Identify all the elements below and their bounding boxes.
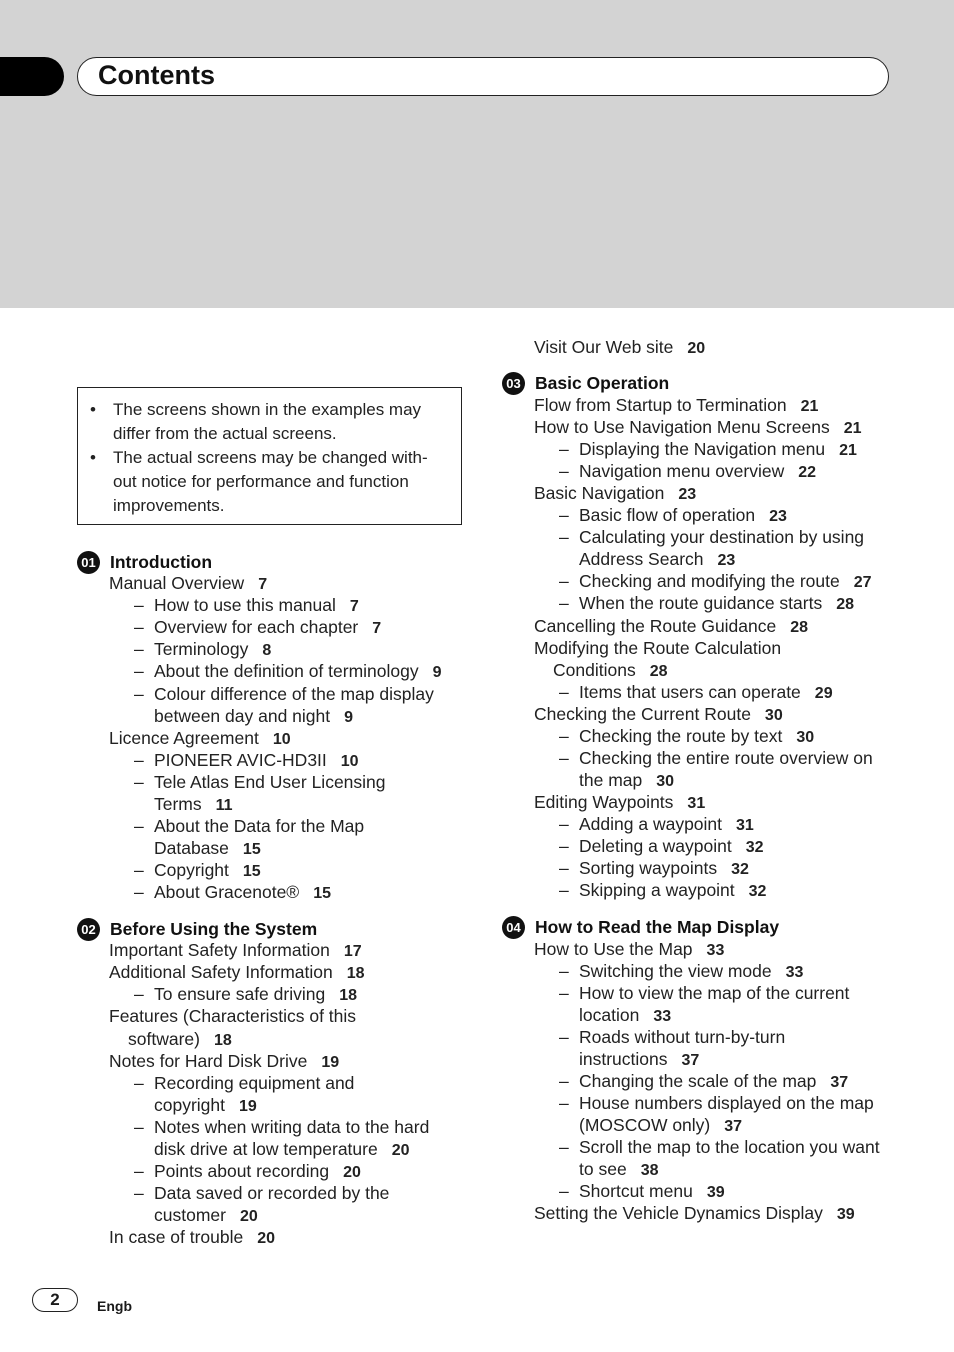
toc-entry-text: House numbers displayed on the map	[579, 1093, 874, 1113]
toc-sub-entry[interactable]	[559, 504, 787, 528]
toc-entry-text: Address Search	[579, 549, 704, 569]
toc-entry-text: Roads without turn-by-turn	[579, 1027, 786, 1047]
note-item	[90, 398, 451, 446]
toc-page-number: 29	[814, 685, 833, 702]
toc-entry-text: (MOSCOW only)	[579, 1115, 711, 1135]
dash-marker: –	[134, 1183, 144, 1203]
toc-page-number: 32	[731, 861, 749, 878]
toc-sub-entry[interactable]	[559, 747, 887, 771]
toc-sub-entry[interactable]	[134, 638, 271, 662]
toc-entry-text: Notes when writing data to the hard	[154, 1117, 430, 1137]
toc-entry-text: Colour difference of the map display	[154, 684, 434, 704]
toc-page-number: 10	[340, 753, 359, 770]
dash-marker: –	[134, 1161, 144, 1181]
toc-sub-entry[interactable]	[134, 660, 442, 684]
toc-entry[interactable]	[579, 769, 674, 793]
toc-entry-text: Cancelling the Route Guidance	[534, 616, 777, 636]
toc-entry-text: Navigation menu overview	[579, 461, 785, 481]
toc-sub-entry[interactable]	[559, 879, 766, 903]
dash-marker: –	[559, 1027, 569, 1047]
toc-page-number: 7	[258, 576, 268, 593]
toc-entry[interactable]	[128, 1028, 232, 1052]
toc-entry-text: Deleting a waypoint	[579, 836, 732, 856]
toc-sub-entry[interactable]	[134, 859, 261, 883]
dash-marker: –	[559, 571, 569, 591]
toc-page-number: 20	[391, 1142, 410, 1159]
toc-entry-text: Points about recording	[154, 1161, 330, 1181]
toc-page-number: 19	[321, 1054, 340, 1071]
toc-entry-text: Adding a waypoint	[579, 814, 723, 834]
chapter-title-01[interactable]: Introduction	[110, 552, 213, 572]
toc-page-number: 9	[344, 709, 354, 726]
toc-page-number: 21	[800, 398, 819, 415]
toc-entry[interactable]	[109, 572, 267, 596]
dash-marker: –	[559, 527, 569, 547]
note-line: out notice for performance and function	[113, 472, 409, 491]
toc-entry[interactable]	[154, 837, 261, 861]
chapter-title-02[interactable]: Before Using the System	[110, 919, 318, 939]
language-code: Engb	[97, 1298, 132, 1314]
toc-entry-text: How to use this manual	[154, 595, 336, 615]
dash-marker: –	[559, 1181, 569, 1201]
toc-entry[interactable]	[109, 1050, 339, 1074]
toc-entry-text: To ensure safe driving	[154, 984, 326, 1004]
toc-page-number: 21	[843, 420, 862, 437]
toc-sub-entry[interactable]	[559, 438, 857, 462]
toc-page-number: 31	[736, 817, 754, 834]
toc-entry-text: Setting the Vehicle Dynamics Display	[534, 1203, 823, 1223]
dash-marker: –	[559, 461, 569, 481]
toc-page-number: 18	[346, 965, 365, 982]
toc-entry[interactable]	[579, 1048, 699, 1072]
toc-page-number: 20	[239, 1208, 258, 1225]
toc-entry-text: PIONEER AVIC-HD3II	[154, 750, 327, 770]
toc-entry-text: How to Use Navigation Menu Screens	[534, 417, 830, 437]
toc-page-number: 11	[215, 797, 233, 814]
toc-entry-text: Checking the route by text	[579, 726, 783, 746]
toc-entry[interactable]	[534, 1202, 855, 1226]
title-frame	[77, 57, 889, 96]
toc-sub-entry[interactable]	[134, 594, 359, 618]
dash-marker: –	[134, 772, 144, 792]
toc-page-number: 10	[272, 731, 291, 748]
dash-marker: –	[559, 858, 569, 878]
toc-page-number: 28	[790, 619, 809, 636]
toc-entry[interactable]	[579, 548, 735, 572]
toc-page-number: 8	[262, 642, 272, 659]
dash-marker: –	[559, 1137, 569, 1157]
dash-marker: –	[559, 1071, 569, 1091]
header-band	[0, 0, 954, 308]
toc-entry-text: Shortcut menu	[579, 1181, 693, 1201]
toc-page-number: 9	[432, 664, 442, 681]
toc-entry-text: Editing Waypoints	[534, 792, 674, 812]
toc-page-number: 22	[798, 464, 817, 481]
note-line: improvements.	[113, 496, 225, 515]
toc-page-number: 15	[242, 863, 261, 880]
toc-entry-text: Notes for Hard Disk Drive	[109, 1051, 308, 1071]
toc-page-number: 20	[687, 340, 706, 357]
toc-entry[interactable]	[579, 1004, 671, 1028]
toc-entry-text: About Gracenote®	[154, 882, 300, 902]
dash-marker: –	[134, 882, 144, 902]
toc-sub-entry[interactable]	[559, 1070, 848, 1094]
toc-entry[interactable]	[154, 705, 353, 729]
toc-sub-entry[interactable]	[134, 881, 331, 905]
toc-entry-text: Basic flow of operation	[579, 505, 756, 525]
toc-entry[interactable]	[534, 637, 795, 661]
toc-page-number: 37	[830, 1074, 849, 1091]
dash-marker: –	[559, 505, 569, 525]
toc-page-number: 23	[678, 486, 697, 503]
toc-page-number: 33	[653, 1008, 672, 1025]
toc-sub-entry[interactable]	[134, 1072, 368, 1096]
toc-page-number: 33	[706, 942, 725, 959]
chapter-title-04[interactable]: How to Read the Map Display	[535, 917, 780, 937]
toc-entry-text: Conditions	[553, 660, 636, 680]
dash-marker: –	[134, 860, 144, 880]
toc-page-number: 21	[839, 442, 857, 459]
dash-marker: –	[559, 814, 569, 834]
toc-entry[interactable]	[579, 1158, 658, 1182]
toc-entry-text: In case of trouble	[109, 1227, 244, 1247]
toc-entry-text: Copyright	[154, 860, 229, 880]
chapter-badge-02: 02	[77, 918, 100, 941]
toc-entry[interactable]	[154, 1204, 258, 1228]
toc-entry[interactable]	[154, 1094, 257, 1118]
toc-entry-text: Checking the Current Route	[534, 704, 751, 724]
note-line: differ from the actual screens.	[113, 424, 337, 443]
toc-entry[interactable]	[109, 961, 365, 985]
dash-marker: –	[134, 1073, 144, 1093]
toc-sub-entry[interactable]	[134, 616, 381, 640]
chapter-badge-04: 04	[502, 916, 525, 939]
toc-entry-text: About the Data for the Map	[154, 816, 365, 836]
toc-entry-text: Tele Atlas End User Licensing	[154, 772, 386, 792]
toc-sub-entry[interactable]	[134, 815, 378, 839]
toc-entry[interactable]	[553, 659, 668, 683]
toc-page-number: 15	[313, 885, 332, 902]
toc-sub-entry[interactable]	[559, 1092, 888, 1116]
note-line: The screens shown in the examples may	[113, 400, 422, 419]
toc-entry[interactable]	[534, 615, 808, 639]
toc-sub-entry[interactable]	[559, 592, 854, 616]
toc-sub-entry[interactable]	[134, 1116, 443, 1140]
toc-entry[interactable]	[534, 938, 724, 962]
dash-marker: –	[134, 639, 144, 659]
dash-marker: –	[559, 983, 569, 1003]
toc-page-number: 19	[239, 1098, 257, 1115]
toc-entry-text: Basic Navigation	[534, 483, 665, 503]
toc-sub-entry[interactable]	[559, 681, 833, 705]
toc-entry-text: How to view the map of the current	[579, 983, 850, 1003]
toc-page-number: 31	[687, 795, 706, 812]
dash-marker: –	[559, 593, 569, 613]
toc-page-number: 18	[339, 987, 358, 1004]
toc-entry-text: software)	[128, 1029, 200, 1049]
toc-page-number: 32	[745, 839, 764, 856]
toc-page-number: 30	[796, 729, 815, 746]
chapter-badge-01: 01	[77, 551, 100, 574]
toc-entry[interactable]	[534, 482, 696, 506]
dash-marker: –	[134, 1117, 144, 1137]
toc-entry[interactable]	[109, 1226, 275, 1250]
toc-page-number: 28	[836, 596, 854, 613]
toc-entry-text: Items that users can operate	[579, 682, 801, 702]
toc-sub-entry[interactable]	[134, 1182, 403, 1206]
toc-entry[interactable]	[109, 1005, 370, 1029]
toc-entry-text: to see	[579, 1159, 627, 1179]
dash-marker: –	[134, 617, 144, 637]
toc-entry-text: customer	[154, 1205, 226, 1225]
toc-entry-text: between day and night	[154, 706, 331, 726]
dash-marker: –	[559, 961, 569, 981]
toc-entry-text: Checking and modifying the route	[579, 571, 840, 591]
toc-entry[interactable]	[534, 791, 705, 815]
chapter-title-03[interactable]: Basic Operation	[535, 373, 670, 393]
page-title: Contents	[98, 60, 215, 90]
section-tab-marker	[0, 57, 64, 96]
toc-entry-text: Data saved or recorded by the	[154, 1183, 390, 1203]
toc-page-number: 20	[257, 1230, 276, 1247]
toc-sub-entry[interactable]	[559, 960, 803, 984]
toc-entry-text: About the definition of terminology	[154, 661, 419, 681]
toc-sub-entry[interactable]	[559, 982, 863, 1006]
toc-entry-text: the map	[579, 770, 643, 790]
toc-page-number: 20	[343, 1164, 361, 1181]
toc-entry-text: Additional Safety Information	[109, 962, 333, 982]
dash-marker: –	[559, 748, 569, 768]
toc-sub-entry[interactable]	[134, 1160, 361, 1184]
toc-entry[interactable]	[534, 336, 705, 360]
toc-entry-text: copyright	[154, 1095, 226, 1115]
toc-entry-text: Overview for each chapter	[154, 617, 359, 637]
toc-sub-entry[interactable]	[559, 813, 754, 837]
dash-marker: –	[559, 682, 569, 702]
toc-page-number: 27	[853, 574, 872, 591]
dash-marker: –	[559, 880, 569, 900]
toc-entry-text: Terms	[154, 794, 202, 814]
toc-entry-text: Visit Our Web site	[534, 337, 674, 357]
bullet-icon: •	[90, 400, 96, 419]
toc-entry-text: Database	[154, 838, 229, 858]
toc-sub-entry[interactable]	[559, 857, 749, 881]
dash-marker: –	[134, 661, 144, 681]
toc-entry-text: Switching the view mode	[579, 961, 772, 981]
toc-page-number: 37	[681, 1052, 700, 1069]
toc-page-number: 15	[242, 841, 261, 858]
note-item	[90, 446, 451, 518]
toc-entry-text: Manual Overview	[109, 573, 245, 593]
toc-entry[interactable]	[154, 793, 233, 817]
toc-sub-entry[interactable]	[559, 460, 816, 484]
dash-marker: –	[134, 750, 144, 770]
toc-sub-entry[interactable]	[559, 725, 814, 749]
toc-entry[interactable]	[534, 416, 862, 440]
toc-page-number: 18	[213, 1032, 232, 1049]
toc-entry-text: Checking the entire route overview on	[579, 748, 873, 768]
dash-marker: –	[134, 816, 144, 836]
toc-page-number: 39	[836, 1206, 855, 1223]
toc-entry-text: Licence Agreement	[109, 728, 259, 748]
toc-page-number: 23	[717, 552, 736, 569]
toc-sub-entry[interactable]	[559, 1026, 799, 1050]
toc-sub-entry[interactable]	[134, 683, 448, 707]
toc-page-number: 30	[656, 773, 675, 790]
toc-page-number: 23	[769, 508, 787, 525]
toc-entry-text: How to Use the Map	[534, 939, 693, 959]
toc-sub-entry[interactable]	[134, 749, 359, 773]
notes-box	[77, 387, 462, 525]
dash-marker: –	[134, 684, 144, 704]
dash-marker: –	[559, 439, 569, 459]
toc-page-number: 38	[640, 1162, 659, 1179]
toc-entry[interactable]	[154, 1138, 410, 1162]
toc-entry-text: When the route guidance starts	[579, 593, 823, 613]
toc-entry-text: Features (Characteristics of this	[109, 1006, 357, 1026]
toc-page-number: 28	[649, 663, 668, 680]
dash-marker: –	[559, 836, 569, 856]
toc-entry-text: disk drive at low temperature	[154, 1139, 378, 1159]
toc-sub-entry[interactable]	[559, 835, 764, 859]
toc-entry-text: Skipping a waypoint	[579, 880, 735, 900]
dash-marker: –	[134, 595, 144, 615]
toc-sub-entry[interactable]	[559, 1180, 725, 1204]
toc-entry-text: instructions	[579, 1049, 668, 1069]
toc-page-number: 32	[748, 883, 767, 900]
toc-page-number: 39	[706, 1184, 725, 1201]
toc-page-number: 7	[372, 620, 382, 637]
note-line: The actual screens may be changed with-	[113, 448, 428, 467]
dash-marker: –	[134, 984, 144, 1004]
dash-marker: –	[559, 726, 569, 746]
toc-entry-text: location	[579, 1005, 640, 1025]
toc-entry[interactable]	[534, 703, 783, 727]
toc-page-number: 17	[343, 943, 362, 960]
toc-entry[interactable]	[109, 727, 291, 751]
toc-entry-text: Displaying the Navigation menu	[579, 439, 826, 459]
chapter-badge-03: 03	[502, 372, 525, 395]
toc-page-number: 7	[349, 598, 359, 615]
toc-entry-text: Calculating your destination by using	[579, 527, 865, 547]
toc-entry-text: Recording equipment and	[154, 1073, 355, 1093]
toc-sub-entry[interactable]	[134, 771, 400, 795]
bullet-icon: •	[90, 448, 96, 467]
toc-entry-text: Changing the scale of the map	[579, 1071, 817, 1091]
toc-page-number: 30	[764, 707, 783, 724]
dash-marker: –	[559, 1093, 569, 1113]
toc-entry-text: Modifying the Route Calculation	[534, 638, 782, 658]
toc-entry-text: Terminology	[154, 639, 249, 659]
toc-page-number: 33	[785, 964, 804, 981]
toc-sub-entry[interactable]	[559, 1136, 894, 1160]
toc-entry[interactable]	[579, 1114, 742, 1138]
toc-page-number: 37	[724, 1118, 743, 1135]
toc-sub-entry[interactable]	[559, 526, 878, 550]
page-number: 2	[32, 1288, 78, 1312]
toc-sub-entry[interactable]	[559, 570, 872, 594]
toc-entry[interactable]	[534, 394, 818, 418]
toc-entry-text: Important Safety Information	[109, 940, 330, 960]
toc-entry-text: Scroll the map to the location you want	[579, 1137, 880, 1157]
toc-entry-text: Flow from Startup to Termination	[534, 395, 787, 415]
toc-entry[interactable]	[109, 939, 362, 963]
toc-sub-entry[interactable]	[134, 983, 357, 1007]
toc-entry-text: Sorting waypoints	[579, 858, 718, 878]
